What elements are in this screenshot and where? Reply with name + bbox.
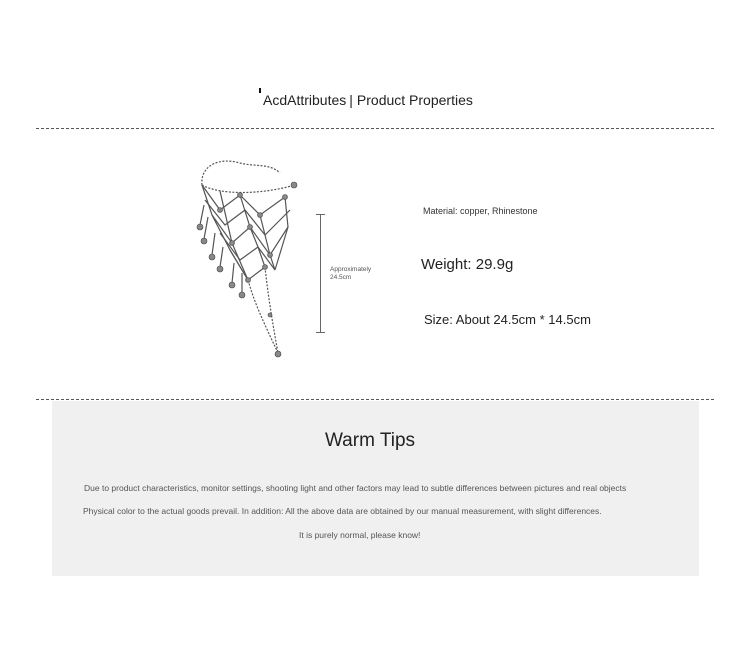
section-title bbox=[263, 92, 473, 108]
spec-material: Material: copper, Rhinestone bbox=[423, 206, 538, 216]
warm-tips-line-2: Physical color to the actual goods prevail. In addition: All the above data are obtained by our manual measurement, with slight differences. bbox=[83, 506, 602, 516]
measurement-label-line1: Approximately bbox=[330, 266, 372, 273]
spec-size: Size: About 24.5cm * 14.5cm bbox=[424, 312, 591, 327]
section-title-separator: | bbox=[349, 92, 353, 108]
header-accent-mark bbox=[259, 88, 261, 93]
divider-bottom bbox=[36, 399, 714, 400]
spec-weight: Weight: 29.9g bbox=[421, 256, 514, 273]
section-title-left: AcdAttributes bbox=[263, 92, 347, 108]
rhinestone-hand-chain-icon bbox=[190, 155, 300, 360]
divider-top bbox=[36, 128, 714, 129]
warm-tips-title: Warm Tips bbox=[324, 430, 416, 451]
measurement-line bbox=[316, 214, 326, 333]
warm-tips-line-1: Due to product characteristics, monitor settings, shooting light and other factors may lead to subtle differences between pictures and real objects bbox=[84, 483, 627, 493]
measurement-label-line2: 24.5cm bbox=[330, 274, 352, 281]
warm-tips-line-3: It is purely normal, please know! bbox=[299, 530, 421, 540]
product-image bbox=[190, 155, 300, 360]
section-title-right: Product Properties bbox=[356, 92, 473, 108]
measurement-label bbox=[330, 266, 390, 282]
